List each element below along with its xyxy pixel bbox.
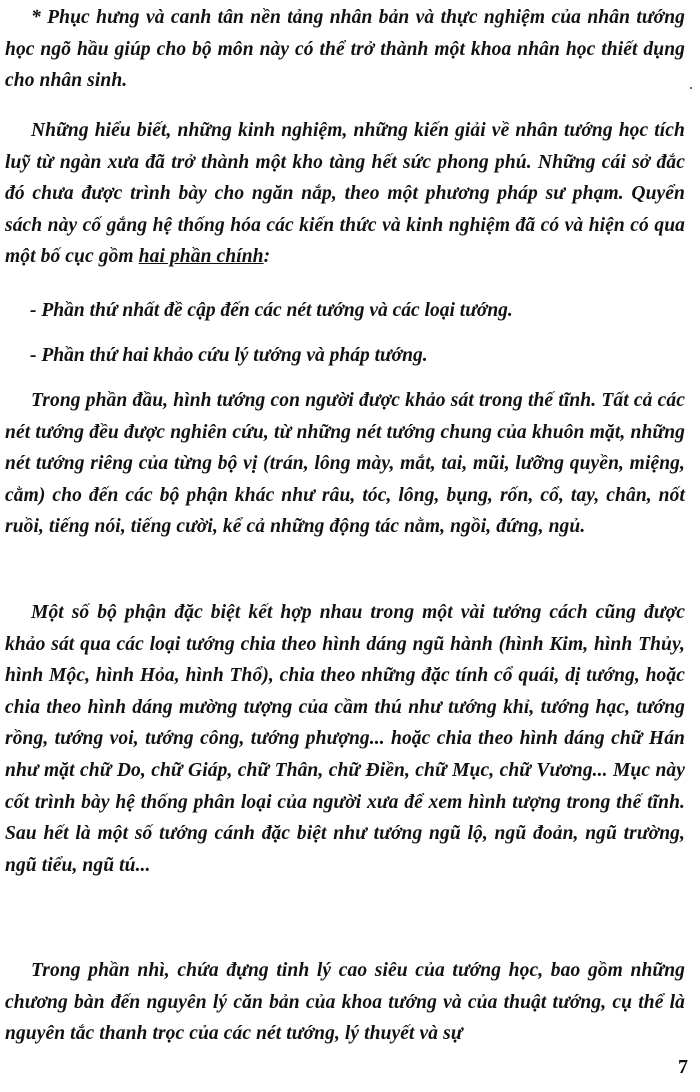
paragraph-second-part: Trong phần nhì, chứa đựng tinh lý cao siêu của tướng học, bao gồm những chương bàn đến nguyên lý căn bản của khoa tướng và của thuật tướng, cụ thể là nguyên tắc thanh trọc của các nét tướng, lý thuyết và sự: [5, 960, 685, 1045]
page-number: 7: [678, 1056, 688, 1078]
paragraph-first-part: Trong phần đầu, hình tướng con người được khảo sát trong thế tĩnh. Tất cả các nét tướng đều được nghiên cứu, từ những nét tướng chung của khuôn mặt, những nét tướng riêng của từng bộ vị (trán, lông mày, mắt, tai, mũi, lưỡng quyền, miệng, cằm) cho đến các bộ phận khác như râu, tóc, lông, bụng, rốn, cổ, tay, chân, nốt ruồi, tiếng nói, tiếng cười, kể cả những động tác nằm, ngồi, đứng, ngủ.: [5, 390, 685, 538]
list-item-part-one: - Phần thứ nhất đề cập đến các nét tướng và các loại tướng.: [30, 300, 513, 321]
intro-paragraph: * Phục hưng và canh tân nền tảng nhân bản và thực nghiệm của nhân tướng học ngõ hầu giúp cho bộ môn này có thể trở thành một khoa nhân học thiết dụng cho nhân sinh.: [5, 7, 685, 92]
scan-speck: [690, 87, 692, 89]
paragraph-special-features: Một số bộ phận đặc biệt kết hợp nhau trong một vài tướng cách cũng được khảo sát qua các loại tướng chia theo hình dáng ngũ hành (hình Kim, hình Thủy, hình Mộc, hình Hỏa, hình Thổ), chia theo những đặc tính cổ quái, dị tướng, hoặc chia theo hình dáng mường tượng của cầm thú như tướng khỉ, tướng hạc, tướng rồng, tướng voi, tướng công, tướng phượng... hoặc chia theo hình dáng chữ Hán như mặt chữ Do, chữ Giáp, chữ Thân, chữ Điền, chữ Mục, chữ Vương... Mục này cốt trình bày hệ thống phân loại của người xưa để xem hình tượng trong thế tĩnh. Sau hết là một số tướng cánh đặc biệt như tướng ngũ lộ, ngũ đoản, ngũ trường, ngũ tiểu, ngũ tú...: [5, 602, 685, 876]
underlined-two-parts: hai phần chính: [138, 246, 264, 268]
paragraph-knowledge: [5, 115, 685, 273]
list-item-part-two: - Phần thứ hai khảo cứu lý tướng và pháp tướng.: [30, 345, 428, 366]
paragraph-knowledge-text: Những hiểu biết, những kinh nghiệm, những kiến giải về nhân tướng học tích luỹ từ ngàn xưa đã trở thành một kho tàng hết sức phong phú. Những cái sở đắc đó chưa được trình bày cho ngăn nắp, theo một phương pháp sư phạm. Quyển sách này cố gắng hệ thống hóa các kiến thức và kinh nghiệm đã có và hiện có qua một bố cục gồm: [5, 120, 685, 268]
paragraph-knowledge-colon: :: [263, 246, 271, 268]
